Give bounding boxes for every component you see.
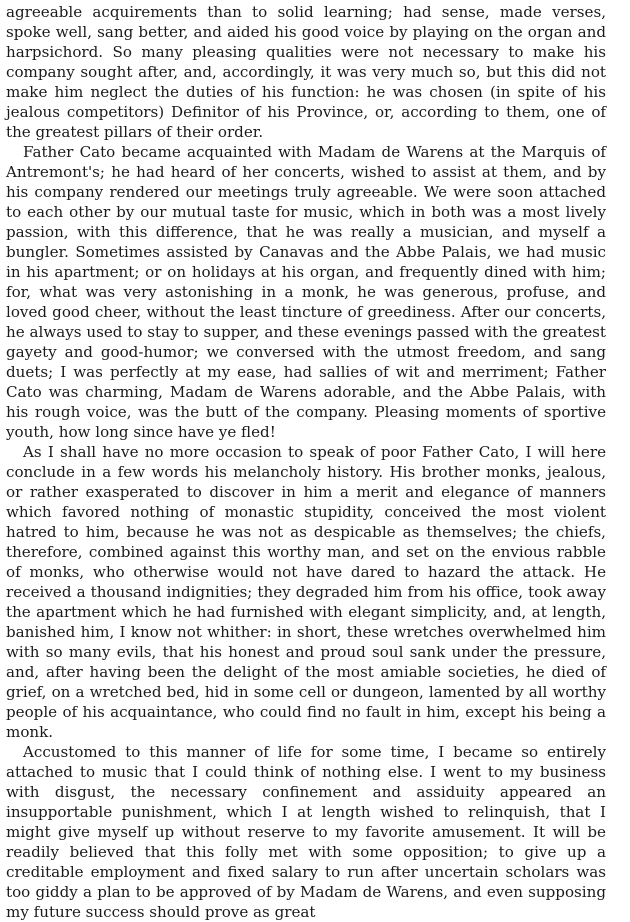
paragraph-cato-history: As I shall have no more occasion to speak of poor Father Cato, I will here conclude in a few words his melancholy history. His brother monks, jealous, or rather exasperated to discover in him a merit and elegance of manners which favored nothing of monastic stupidity, conceived the most violent hatred to him, because he was not as despicable as themselves; the chiefs, therefore, combined against this worthy man, and set on the envious rabble of monks, who otherwise would not have dared to hazard the attack. He received a thousand indignities; they degraded him from his office, took away the apartment which he had furnished with elegant simplicity, and, at length, banished him, I know not whither: in short, these wretches overwhelmed him with so many evils, that his honest and proud soul sank under the pressure, and, after having been the delight of the most amiable societies, he died of grief, on a wretched bed, hid in some cell or dungeon, lamented by all worthy people of his acquaintance, who could find no fault in him, except his being a monk. [6, 443, 606, 741]
book-page [6, 2, 606, 922]
paragraph-music-attachment: Accustomed to this manner of life for some time, I became so entirely attached to music that I could think of nothing else. I went to my business with disgust, the necessary confinement and assiduity appeared an insupportable punishment, which I at length wished to relinquish, that I might give myself up without reserve to my favorite amusement. It will be readily believed that this folly met with some opposition; to give up a creditable employment and fixed salary to run after uncertain scholars was too giddy a plan to be approved of by Madam de Warens, and even supposing my future success should prove as great [6, 743, 606, 921]
paragraph-continued: agreeable acquirements than to solid learning; had sense, made verses, spoke well, sang better, and aided his good voice by playing on the organ and harpsichord. So many pleasing qualities were not necessary to make his company sought after, and, accordingly, it was very much so, but this did not make him neglect the duties of his function: he was chosen (in spite of his jealous competitors) Definitor of his Province, or, according to them, one of the greatest pillars of their order. [6, 3, 606, 141]
paragraph-father-cato: Father Cato became acquainted with Madam de Warens at the Marquis of Antremont's; he had heard of her concerts, wished to assist at them, and by his company rendered our meetings truly agreeable. We were soon attached to each other by our mutual taste for music, which in both was a most lively passion, with this difference, that he was really a musician, and myself a bungler. Sometimes assisted by Canavas and the Abbe Palais, we had music in his apartment; or on holidays at his organ, and frequently dined with him; for, what was very astonishing in a monk, he was generous, profuse, and loved good cheer, without the least tincture of greediness. After our concerts, he always used to stay to supper, and these evenings passed with the greatest gayety and good-humor; we conversed with the utmost freedom, and sang duets; I was perfectly at my ease, had sallies of wit and merriment; Father Cato was charming, Madam de Warens adorable, and the Abbe Palais, with his rough voice, was the butt of the company. Pleasing moments of sportive youth, how long since have ye fled! [6, 143, 606, 441]
